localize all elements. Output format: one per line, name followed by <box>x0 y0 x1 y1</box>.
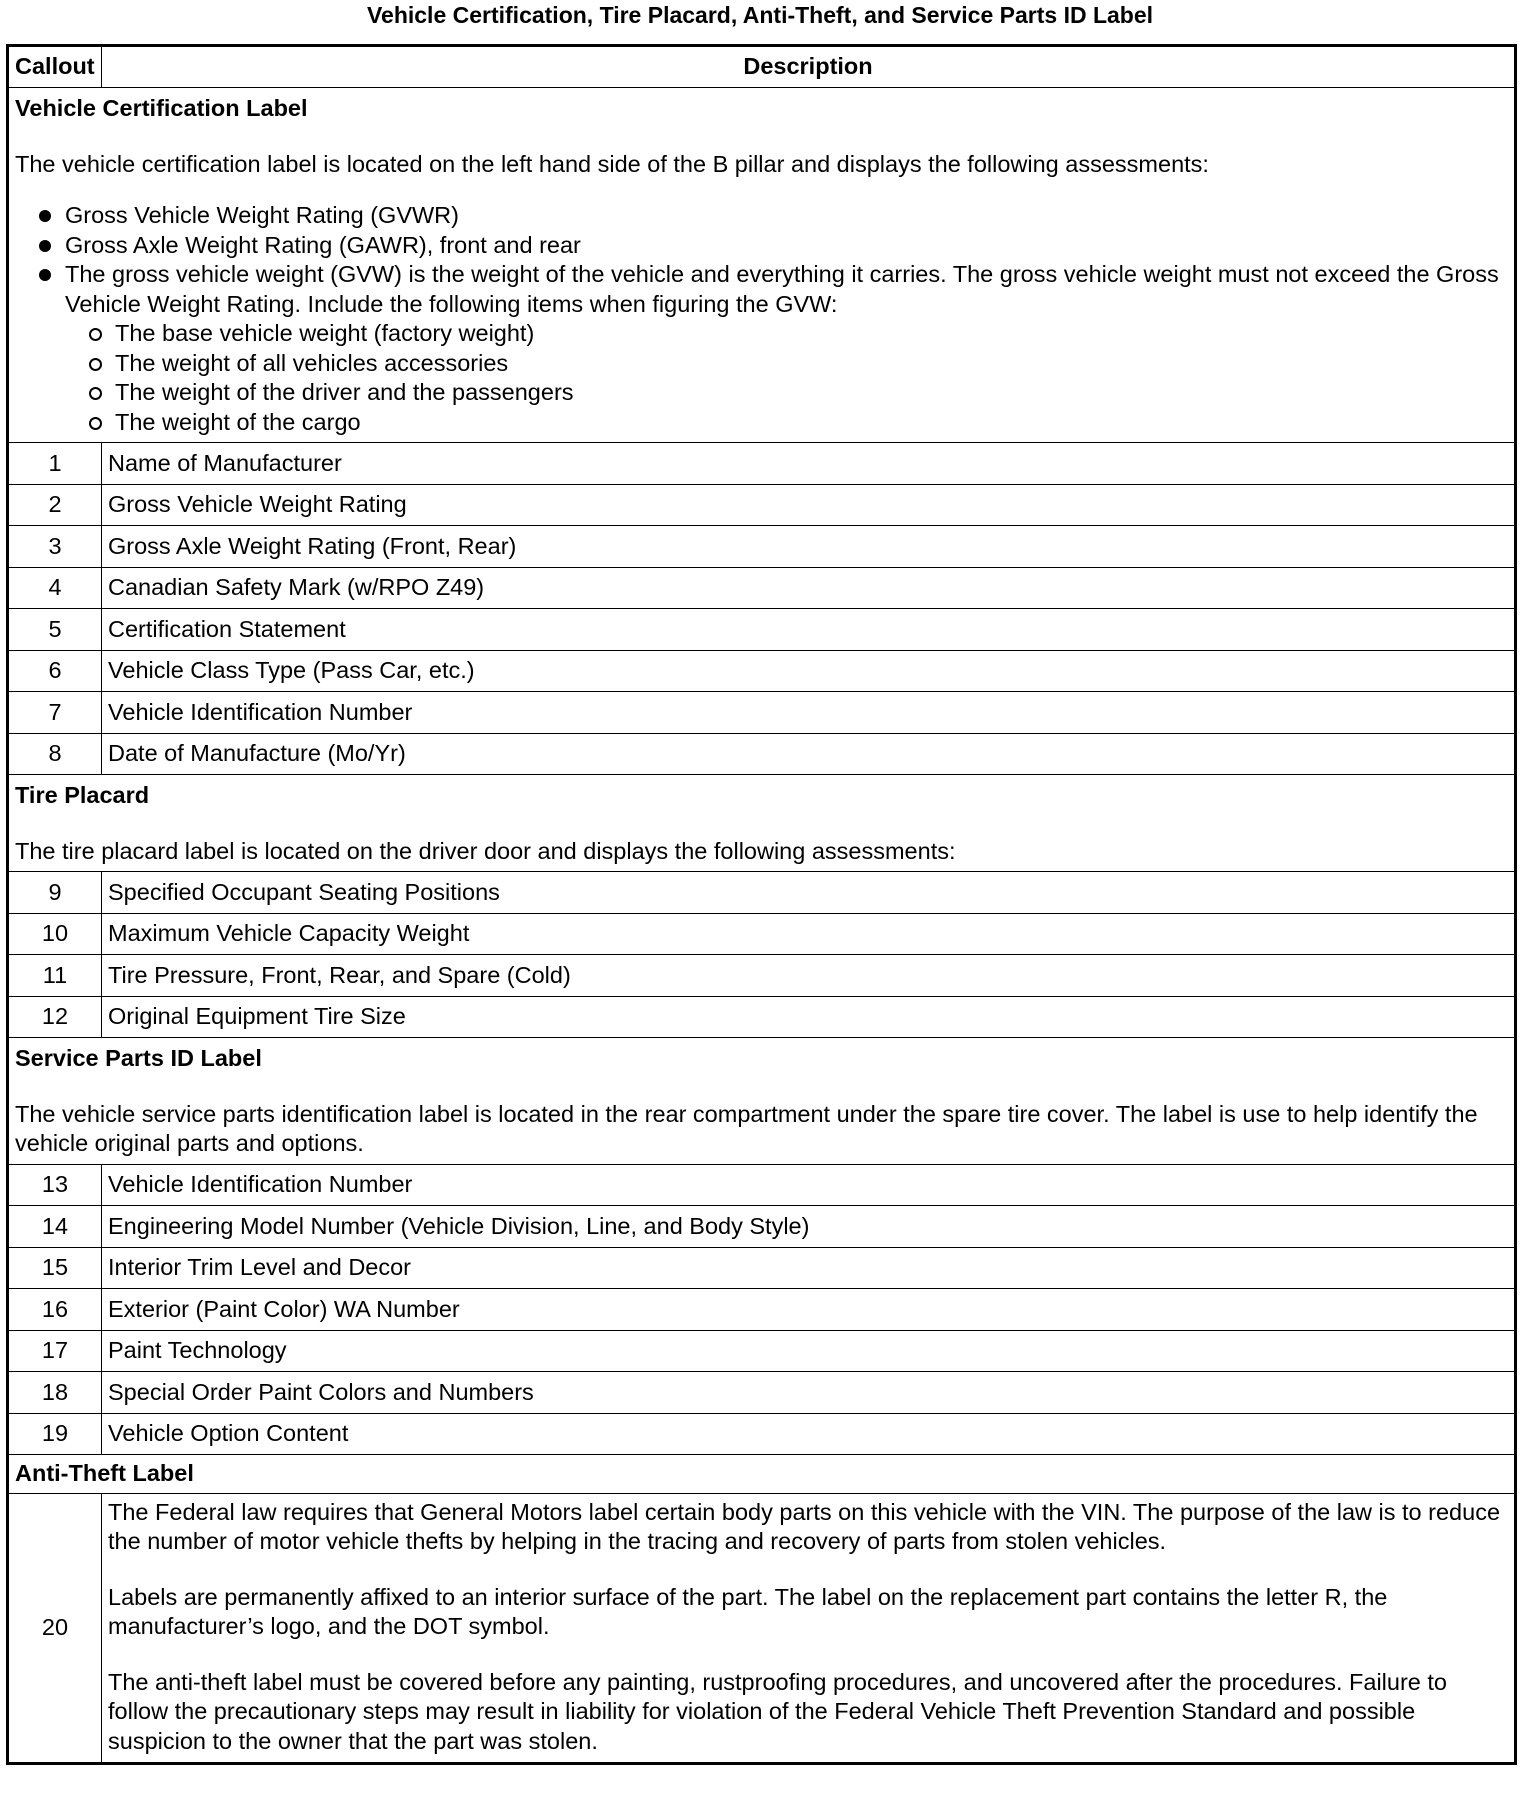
section-cell <box>8 1038 1516 1165</box>
sub-bullet-item: The weight of the cargo <box>15 408 1508 438</box>
callout-description: Maximum Vehicle Capacity Weight <box>102 913 1516 955</box>
sub-bullet-item: The base vehicle weight (factory weight) <box>15 319 1508 349</box>
section-title: Tire Placard <box>15 782 150 808</box>
label-table <box>6 44 1517 1765</box>
table-row <box>8 1372 1516 1414</box>
callout-description: Vehicle Identification Number <box>102 1164 1516 1206</box>
callout-description: Date of Manufacture (Mo/Yr) <box>102 733 1516 775</box>
bullet-list <box>15 201 1508 437</box>
callout-number: 8 <box>8 733 102 775</box>
callout-number: 5 <box>8 609 102 651</box>
callout-number: 17 <box>8 1330 102 1372</box>
callout-description: Paint Technology <box>102 1330 1516 1372</box>
sub-bullet-item: The weight of the driver and the passengers <box>15 378 1508 408</box>
callout-description <box>102 1493 1516 1764</box>
callout-number: 10 <box>8 913 102 955</box>
section-cell <box>8 775 1516 872</box>
callout-description: Vehicle Class Type (Pass Car, etc.) <box>102 650 1516 692</box>
table-row <box>8 692 1516 734</box>
callout-number: 12 <box>8 996 102 1038</box>
callout-description: Canadian Safety Mark (w/RPO Z49) <box>102 567 1516 609</box>
table-row <box>8 996 1516 1038</box>
bullet-item <box>15 260 1508 437</box>
callout-number: 11 <box>8 955 102 997</box>
callout-description: Original Equipment Tire Size <box>102 996 1516 1038</box>
callout-description: Exterior (Paint Color) WA Number <box>102 1289 1516 1331</box>
table-row <box>8 733 1516 775</box>
callout-number: 7 <box>8 692 102 734</box>
anti-theft-paragraph: Labels are permanently affixed to an interior surface of the part. The label on the replacement part contains the letter R, the manufacturer’s logo, and the DOT symbol. <box>108 1583 1388 1639</box>
table-row <box>8 443 1516 485</box>
section-vehicle-certification <box>8 88 1516 443</box>
table-row <box>8 567 1516 609</box>
table-row <box>8 955 1516 997</box>
bullet-text: The gross vehicle weight (GVW) is the weight of the vehicle and everything it carries. The gross vehicle weight must not exceed the Gross Vehicle Weight Rating. Include the following items when figuring the GVW: <box>65 261 1499 317</box>
section-title: Service Parts ID Label <box>15 1045 262 1071</box>
callout-number: 13 <box>8 1164 102 1206</box>
callout-number: 16 <box>8 1289 102 1331</box>
table-row <box>8 913 1516 955</box>
callout-number: 14 <box>8 1206 102 1248</box>
anti-theft-paragraph: The anti-theft label must be covered before any painting, rustproofing procedures, and uncovered after the procedures. Failure to follow the precautionary steps may result in liability for violation of the Federal Vehicle Theft Prevention Standard and possible suspicion to the owner that the part was stolen. <box>108 1668 1447 1754</box>
table-row <box>8 1330 1516 1372</box>
callout-description: Special Order Paint Colors and Numbers <box>102 1372 1516 1414</box>
sub-bullet-list <box>65 319 1508 437</box>
callout-number: 2 <box>8 484 102 526</box>
table-row <box>8 872 1516 914</box>
callout-description: Gross Axle Weight Rating (Front, Rear) <box>102 526 1516 568</box>
callout-number: 20 <box>8 1493 102 1764</box>
section-tire-placard <box>8 775 1516 872</box>
table-row <box>8 650 1516 692</box>
callout-description: Vehicle Option Content <box>102 1413 1516 1455</box>
bullet-item: Gross Vehicle Weight Rating (GVWR) <box>15 201 1508 231</box>
callout-number: 6 <box>8 650 102 692</box>
callout-description: Tire Pressure, Front, Rear, and Spare (Cold) <box>102 955 1516 997</box>
table-row <box>8 484 1516 526</box>
callout-description: Vehicle Identification Number <box>102 692 1516 734</box>
callout-description: Engineering Model Number (Vehicle Division, Line, and Body Style) <box>102 1206 1516 1248</box>
section-title: Anti-Theft Label <box>15 1460 194 1486</box>
callout-number: 4 <box>8 567 102 609</box>
callout-number: 1 <box>8 443 102 485</box>
callout-header: Callout <box>8 46 102 88</box>
section-intro: The tire placard label is located on the driver door and displays the following assessments: <box>15 837 956 864</box>
section-intro: The vehicle service parts identification label is located in the rear compartment under the spare tire cover. The label is use to help identify the vehicle original parts and options. <box>15 1100 1478 1156</box>
table-row <box>8 1247 1516 1289</box>
description-header: Description <box>102 46 1516 88</box>
table-row <box>8 1289 1516 1331</box>
callout-number: 3 <box>8 526 102 568</box>
table-row <box>8 1493 1516 1764</box>
section-title: Vehicle Certification Label <box>15 95 308 121</box>
section-cell <box>8 88 1516 443</box>
table-row <box>8 609 1516 651</box>
page-title: Vehicle Certification, Tire Placard, Anti-Theft, and Service Parts ID Label <box>366 2 1154 28</box>
callout-description: Gross Vehicle Weight Rating <box>102 484 1516 526</box>
callout-number: 18 <box>8 1372 102 1414</box>
section-service-parts <box>8 1038 1516 1165</box>
table-row <box>8 526 1516 568</box>
callout-description: Certification Statement <box>102 609 1516 651</box>
callout-number: 9 <box>8 872 102 914</box>
table-row <box>8 1164 1516 1206</box>
callout-description: Specified Occupant Seating Positions <box>102 872 1516 914</box>
table-header-row <box>8 46 1516 88</box>
section-anti-theft <box>8 1455 1516 1494</box>
section-intro: The vehicle certification label is located on the left hand side of the B pillar and displays the following assessments: <box>15 150 1209 177</box>
table-row <box>8 1413 1516 1455</box>
callout-number: 19 <box>8 1413 102 1455</box>
bullet-item: Gross Axle Weight Rating (GAWR), front and rear <box>15 231 1508 261</box>
table-row <box>8 1206 1516 1248</box>
sub-bullet-item: The weight of all vehicles accessories <box>15 349 1508 379</box>
anti-theft-paragraph: The Federal law requires that General Motors label certain body parts on this vehicle with the VIN. The purpose of the law is to reduce the number of motor vehicle thefts by helping in the tracing and recovery of parts from stolen vehicles. <box>108 1498 1501 1554</box>
callout-number: 15 <box>8 1247 102 1289</box>
section-cell <box>8 1455 1516 1494</box>
callout-description: Interior Trim Level and Decor <box>102 1247 1516 1289</box>
callout-description: Name of Manufacturer <box>102 443 1516 485</box>
